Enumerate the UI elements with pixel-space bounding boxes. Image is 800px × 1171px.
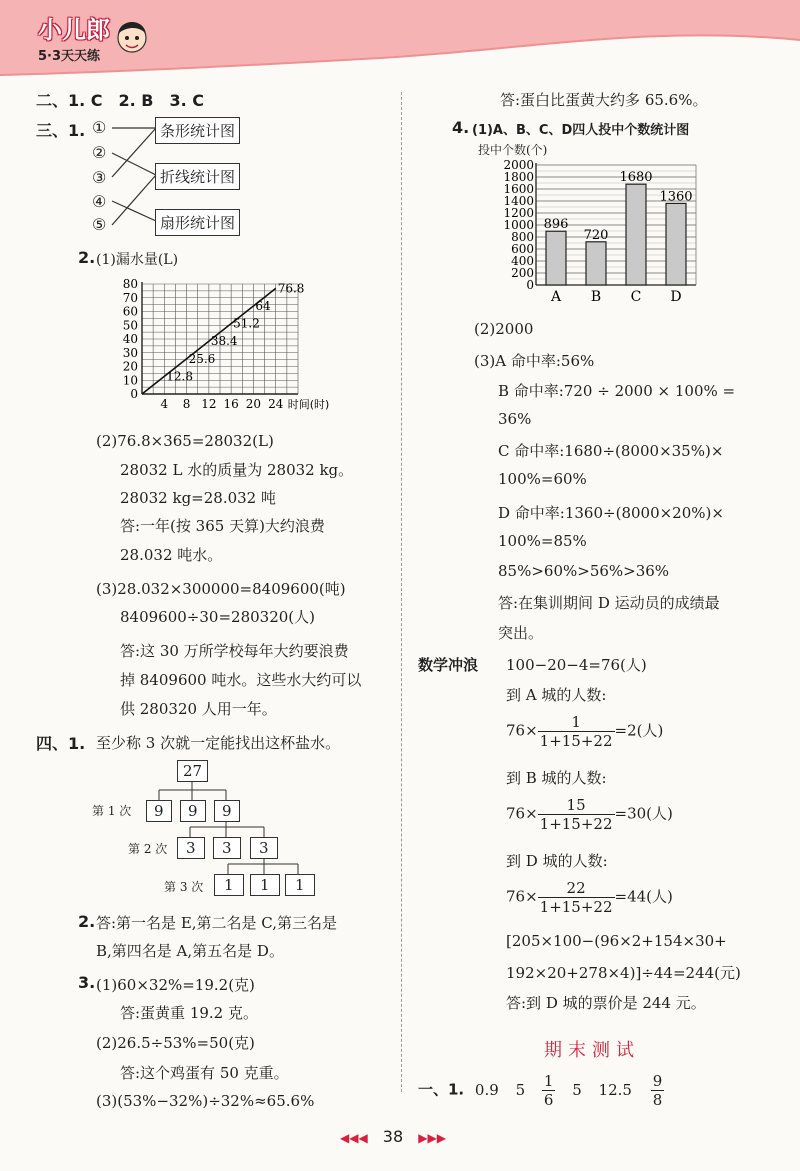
eq-a-fraction	[538, 713, 615, 750]
bar-value-label: 1680	[619, 170, 653, 186]
q4-line-5: C 命中率:1680÷(8000×35%)×	[498, 442, 724, 460]
q2-line-4: 答:一年(按 365 天算)大约浪费	[120, 517, 325, 535]
q2b-line-1: 答:第一名是 E,第二名是 C,第三名是	[96, 914, 338, 932]
q2-line-1: (2)76.8×365=28032(L)	[96, 432, 274, 450]
chart-type-pie: 扇形统计图	[155, 209, 240, 236]
mascot-icon	[112, 14, 152, 64]
q4-number: 4.	[452, 118, 470, 137]
bar-y-tick: 1800	[503, 170, 534, 184]
section-4-q1: 至少称 3 次就一定能找出这杯盐水。	[96, 734, 341, 752]
section-3-number: 三、1.	[36, 121, 86, 140]
q4-line-3: B 命中率:720 ÷ 2000 × 100% =	[498, 382, 736, 400]
final-test-title: 期末测试	[544, 1040, 640, 1061]
next-arrows-icon: ▶▶▶	[418, 1131, 446, 1145]
bar-y-tick: 1400	[503, 194, 534, 208]
tree-l3-c: 1	[285, 874, 315, 896]
line-y-tick: 20	[122, 359, 138, 374]
tree-l2-c: 3	[250, 837, 278, 859]
q2-line-7: 8409600÷30=280320(人)	[120, 608, 315, 626]
line-x-tick: 16	[223, 397, 239, 410]
line-y-tick: 30	[122, 345, 138, 360]
tree-l2-a: 3	[177, 837, 205, 859]
q2b-number: 2.	[78, 912, 96, 931]
q2-line-5: 28.032 吨水。	[120, 546, 223, 564]
section-2-answers: 二、1. C 2. B 3. C	[36, 91, 205, 110]
eq-a	[506, 713, 663, 750]
eq-d-prefix: 76×	[506, 887, 538, 906]
line-chart-ylabel: (1)漏水量(L)	[96, 252, 179, 268]
city-b-label: 到 B 城的人数:	[506, 769, 607, 787]
bar-value-label: 720	[583, 227, 609, 243]
final-frac-2	[651, 1072, 665, 1109]
eq-b-fraction	[538, 796, 615, 833]
tree-label-2: 第 2 次	[128, 842, 168, 856]
q3-line-1: (1)60×32%=19.2(克)	[96, 976, 255, 994]
tree-l1-c: 9	[214, 800, 240, 822]
bar-y-tick: 1000	[503, 218, 534, 232]
eq-d-result: =44(人)	[614, 887, 673, 906]
page-header	[0, 0, 800, 90]
city-d-label: 到 D 城的人数:	[506, 852, 608, 870]
line-point-label: 38.4	[210, 334, 238, 349]
line-chart	[110, 270, 360, 410]
q2-line-9: 掉 8409600 吨水。这些水大约可以	[120, 671, 362, 689]
line-y-tick: 10	[122, 373, 138, 388]
bar-y-tick: 2000	[503, 158, 534, 172]
line-y-tick: 0	[130, 387, 138, 401]
column-divider	[401, 92, 402, 1092]
final-frac-1-den: 6	[543, 1091, 554, 1109]
q2-line-10: 供 280320 人用一年。	[120, 700, 277, 718]
chart-type-line: 折线统计图	[155, 163, 240, 190]
final-item-1: 0.9	[474, 1080, 499, 1099]
q3-line-4: 答:这个鸡蛋有 50 克重。	[120, 1064, 289, 1082]
bar-value-label: 896	[543, 217, 569, 233]
line-point-label: 25.6	[188, 351, 216, 366]
eq-b-den: 1+15+22	[539, 815, 613, 833]
q2-line-2: 28032 L 水的质量为 28032 kg。	[120, 461, 354, 479]
eq-d	[506, 879, 673, 916]
final-item-4: 12.5	[598, 1080, 632, 1099]
tree-l3-b: 1	[250, 874, 280, 896]
bar-chart-ylabel: 投中个数(个)	[478, 143, 548, 157]
line-y-tick: 50	[122, 318, 138, 333]
q3-line-2: 答:蛋黄重 19.2 克。	[120, 1004, 258, 1022]
line-x-tick: 12	[201, 397, 217, 410]
eq-a-num: 1	[538, 713, 615, 732]
eq-a-den: 1+15+22	[539, 732, 613, 750]
circle-2: ②	[92, 143, 107, 162]
bar-value-label: 1360	[659, 189, 693, 205]
q4-line-10: 答:在集训期间 D 运动员的成绩最	[498, 594, 720, 612]
bar-y-tick: 600	[511, 242, 534, 256]
circle-5: ⑤	[92, 215, 107, 234]
bar-chart	[470, 155, 730, 305]
line-y-tick: 40	[122, 332, 138, 346]
bar-y-tick: 400	[511, 254, 534, 268]
bar-chart-title: (1)A、B、C、D四人投中个数统计图	[472, 123, 690, 138]
line-y-tick: 60	[122, 304, 138, 319]
bar-y-tick: 1600	[503, 182, 534, 196]
line-x-tick: 8	[182, 397, 191, 410]
q4-line-9: 85%>60%>56%>36%	[498, 562, 670, 580]
section-4-number: 四、1.	[36, 734, 86, 753]
circle-1: ①	[92, 118, 107, 137]
chart-type-bar: 条形统计图	[155, 117, 240, 144]
bar-D	[666, 203, 686, 285]
circle-3: ③	[92, 168, 107, 187]
final-frac-1	[542, 1072, 556, 1109]
bar-category-label: D	[670, 289, 682, 305]
bar-y-tick: 800	[511, 230, 534, 244]
bar-C	[626, 184, 646, 285]
tree-l1-a: 9	[146, 800, 172, 822]
q4-line-2: (3)A 命中率:56%	[474, 352, 595, 370]
bar-category-label: A	[550, 289, 562, 305]
page-footer	[340, 1127, 446, 1146]
q2-line-8: 答:这 30 万所学校每年大约要浪费	[120, 642, 349, 660]
q2-line-6: (3)28.032×300000=8409600(吨)	[96, 580, 346, 598]
bar-B	[586, 242, 606, 285]
eq-b-result: =30(人)	[614, 804, 673, 823]
eq-b-prefix: 76×	[506, 804, 538, 823]
tree-label-3: 第 3 次	[164, 880, 204, 894]
line-x-tick: 4	[160, 397, 169, 410]
math-surf-label: 数学冲浪	[418, 656, 479, 674]
long-eq-2: 192×20+278×4)]÷44=244(元)	[506, 964, 741, 982]
q4-line-7: D 命中率:1360÷(8000×20%)×	[498, 504, 724, 522]
page-number: 38	[382, 1127, 404, 1146]
tree-root: 27	[177, 760, 208, 782]
line-y-tick: 70	[122, 290, 138, 305]
q4-line-4: 36%	[498, 410, 532, 428]
eq-a-result: =2(人)	[614, 721, 664, 740]
final-frac-2-num: 9	[652, 1072, 663, 1090]
tree-label-1: 第 1 次	[92, 804, 132, 818]
q4-line-8: 100%=85%	[498, 532, 587, 550]
q3-number: 3.	[78, 973, 96, 992]
line-point-label: 12.8	[166, 369, 194, 384]
line-x-tick: 20	[245, 397, 262, 410]
brand-name: 小儿郎	[38, 16, 110, 44]
q2-number: 2.	[78, 248, 96, 267]
bar-y-tick: 200	[511, 266, 534, 280]
long-eq-1: [205×100−(96×2+154×30+	[506, 932, 727, 950]
bar-category-label: C	[630, 289, 642, 305]
final-item-3: 5	[572, 1080, 582, 1099]
bar-A	[546, 231, 566, 285]
q3-line-3: (2)26.5÷53%=50(克)	[96, 1034, 255, 1052]
bar-y-tick: 0	[526, 278, 534, 292]
final-item-2: 5	[515, 1080, 526, 1099]
eq-d-den: 1+15+22	[539, 898, 613, 916]
bar-category-label: B	[590, 289, 602, 305]
eq-b	[506, 796, 673, 833]
bar-chart-svg	[470, 155, 730, 305]
line-x-label: 时间(时)	[287, 398, 330, 410]
eq-d-fraction	[538, 879, 615, 916]
line-x-tick: 24	[268, 397, 284, 410]
tree-l1-b: 9	[180, 800, 206, 822]
line-point-label: 51.2	[233, 316, 260, 331]
prev-arrows-icon: ◀◀◀	[340, 1131, 368, 1145]
bar-y-tick: 1200	[503, 206, 534, 220]
line-y-tick: 80	[122, 277, 138, 291]
tree-l2-b: 3	[213, 837, 241, 859]
final-q1	[418, 1072, 664, 1109]
q4-line-11: 突出。	[498, 624, 544, 642]
final-frac-1-num: 1	[543, 1072, 554, 1090]
line-chart-svg	[110, 270, 360, 410]
brand-logo	[38, 10, 110, 64]
line-point-label: 64	[255, 299, 271, 313]
tree-l3-a: 1	[214, 874, 244, 896]
q4-line-1: (2)2000	[474, 320, 534, 338]
surf-line-1: 100−20−4=76(人)	[506, 656, 647, 674]
eq-b-num: 15	[538, 796, 615, 815]
q2b-line-2: B,第四名是 A,第五名是 D。	[96, 942, 284, 960]
q3-line-5: (3)(53%−32%)÷32%≈65.6%	[96, 1092, 315, 1110]
circle-4: ④	[92, 192, 107, 211]
final-frac-2-den: 8	[652, 1091, 663, 1109]
city-a-label: 到 A 城的人数:	[506, 686, 607, 704]
line-point-label: 76.8	[277, 281, 305, 296]
brand-series: 5·3天天练	[38, 49, 101, 64]
q4-line-6: 100%=60%	[498, 470, 587, 488]
final-q1-number: 一、1.	[418, 1080, 465, 1099]
q2-line-3: 28032 kg=28.032 吨	[120, 489, 276, 507]
final-answer: 答:到 D 城的票价是 244 元。	[506, 994, 706, 1012]
eq-d-num: 22	[538, 879, 615, 898]
right-top-answer: 答:蛋白比蛋黄大约多 65.6%。	[500, 91, 708, 109]
eq-a-prefix: 76×	[506, 721, 538, 740]
